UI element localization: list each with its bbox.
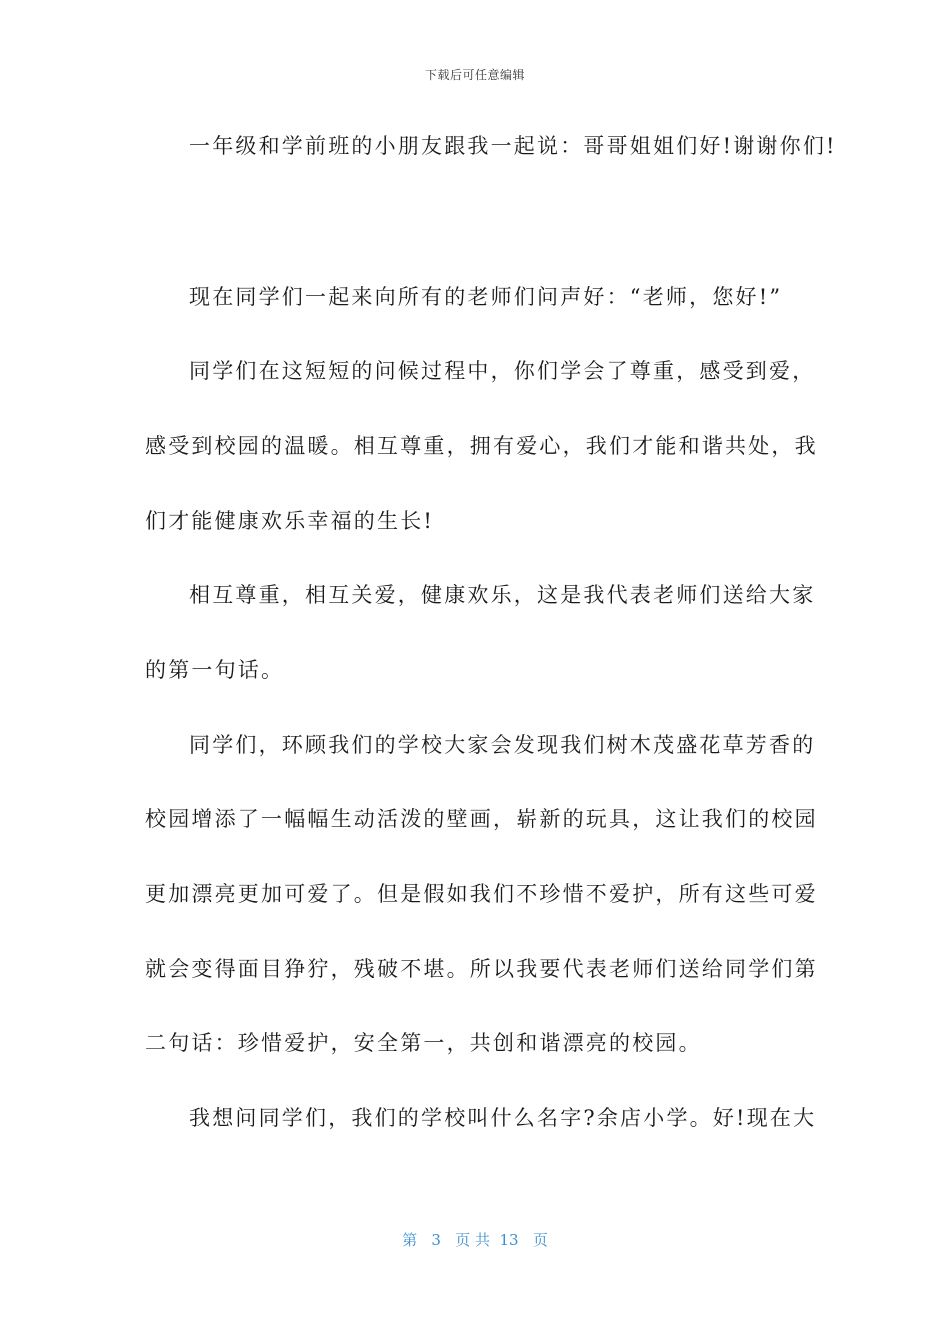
paragraph-line: 一年级和学前班的小朋友跟我一起说：哥哥姐姐们好!谢谢你们!	[189, 134, 837, 158]
paragraph-line: 们才能健康欢乐幸福的生长!	[145, 509, 435, 533]
paragraph-line: 我想问同学们，我们的学校叫什么名字?余店小学。好!现在大	[189, 1106, 817, 1130]
paragraph-line: 相互尊重，相互关爱，健康欢乐，这是我代表老师们送给大家	[189, 583, 816, 607]
paragraph-line: 同学们在这短短的问候过程中，你们学会了尊重，感受到爱，	[189, 359, 816, 383]
paragraph-line: 就会变得面目狰狞，残破不堪。所以我要代表老师们送给同学们第	[145, 957, 818, 981]
download-note-header: 下载后可任意编辑	[424, 68, 525, 82]
paragraph-line: 校园增添了一幅幅生动活泼的壁画，崭新的玩具，这让我们的校园	[145, 807, 818, 831]
paragraph-line: 二句话：珍惜爱护，安全第一，共创和谐漂亮的校园。	[145, 1031, 702, 1055]
page-number-footer: 第 3 页 共 13 页	[402, 1231, 548, 1249]
paragraph-line: 感受到校园的温暖。相互尊重，拥有爱心，我们才能和谐共处，我	[145, 434, 818, 458]
paragraph-line: 的第一句话。	[145, 658, 285, 682]
paragraph-line: 更加漂亮更加可爱了。但是假如我们不珍惜不爱护，所有这些可爱	[145, 882, 818, 906]
paragraph-line: 同学们，环顾我们的学校大家会发现我们树木茂盛花草芳香的	[189, 733, 816, 757]
paragraph-line: 现在同学们一起来向所有的老师们问声好：“老师，您好!”	[189, 285, 783, 309]
